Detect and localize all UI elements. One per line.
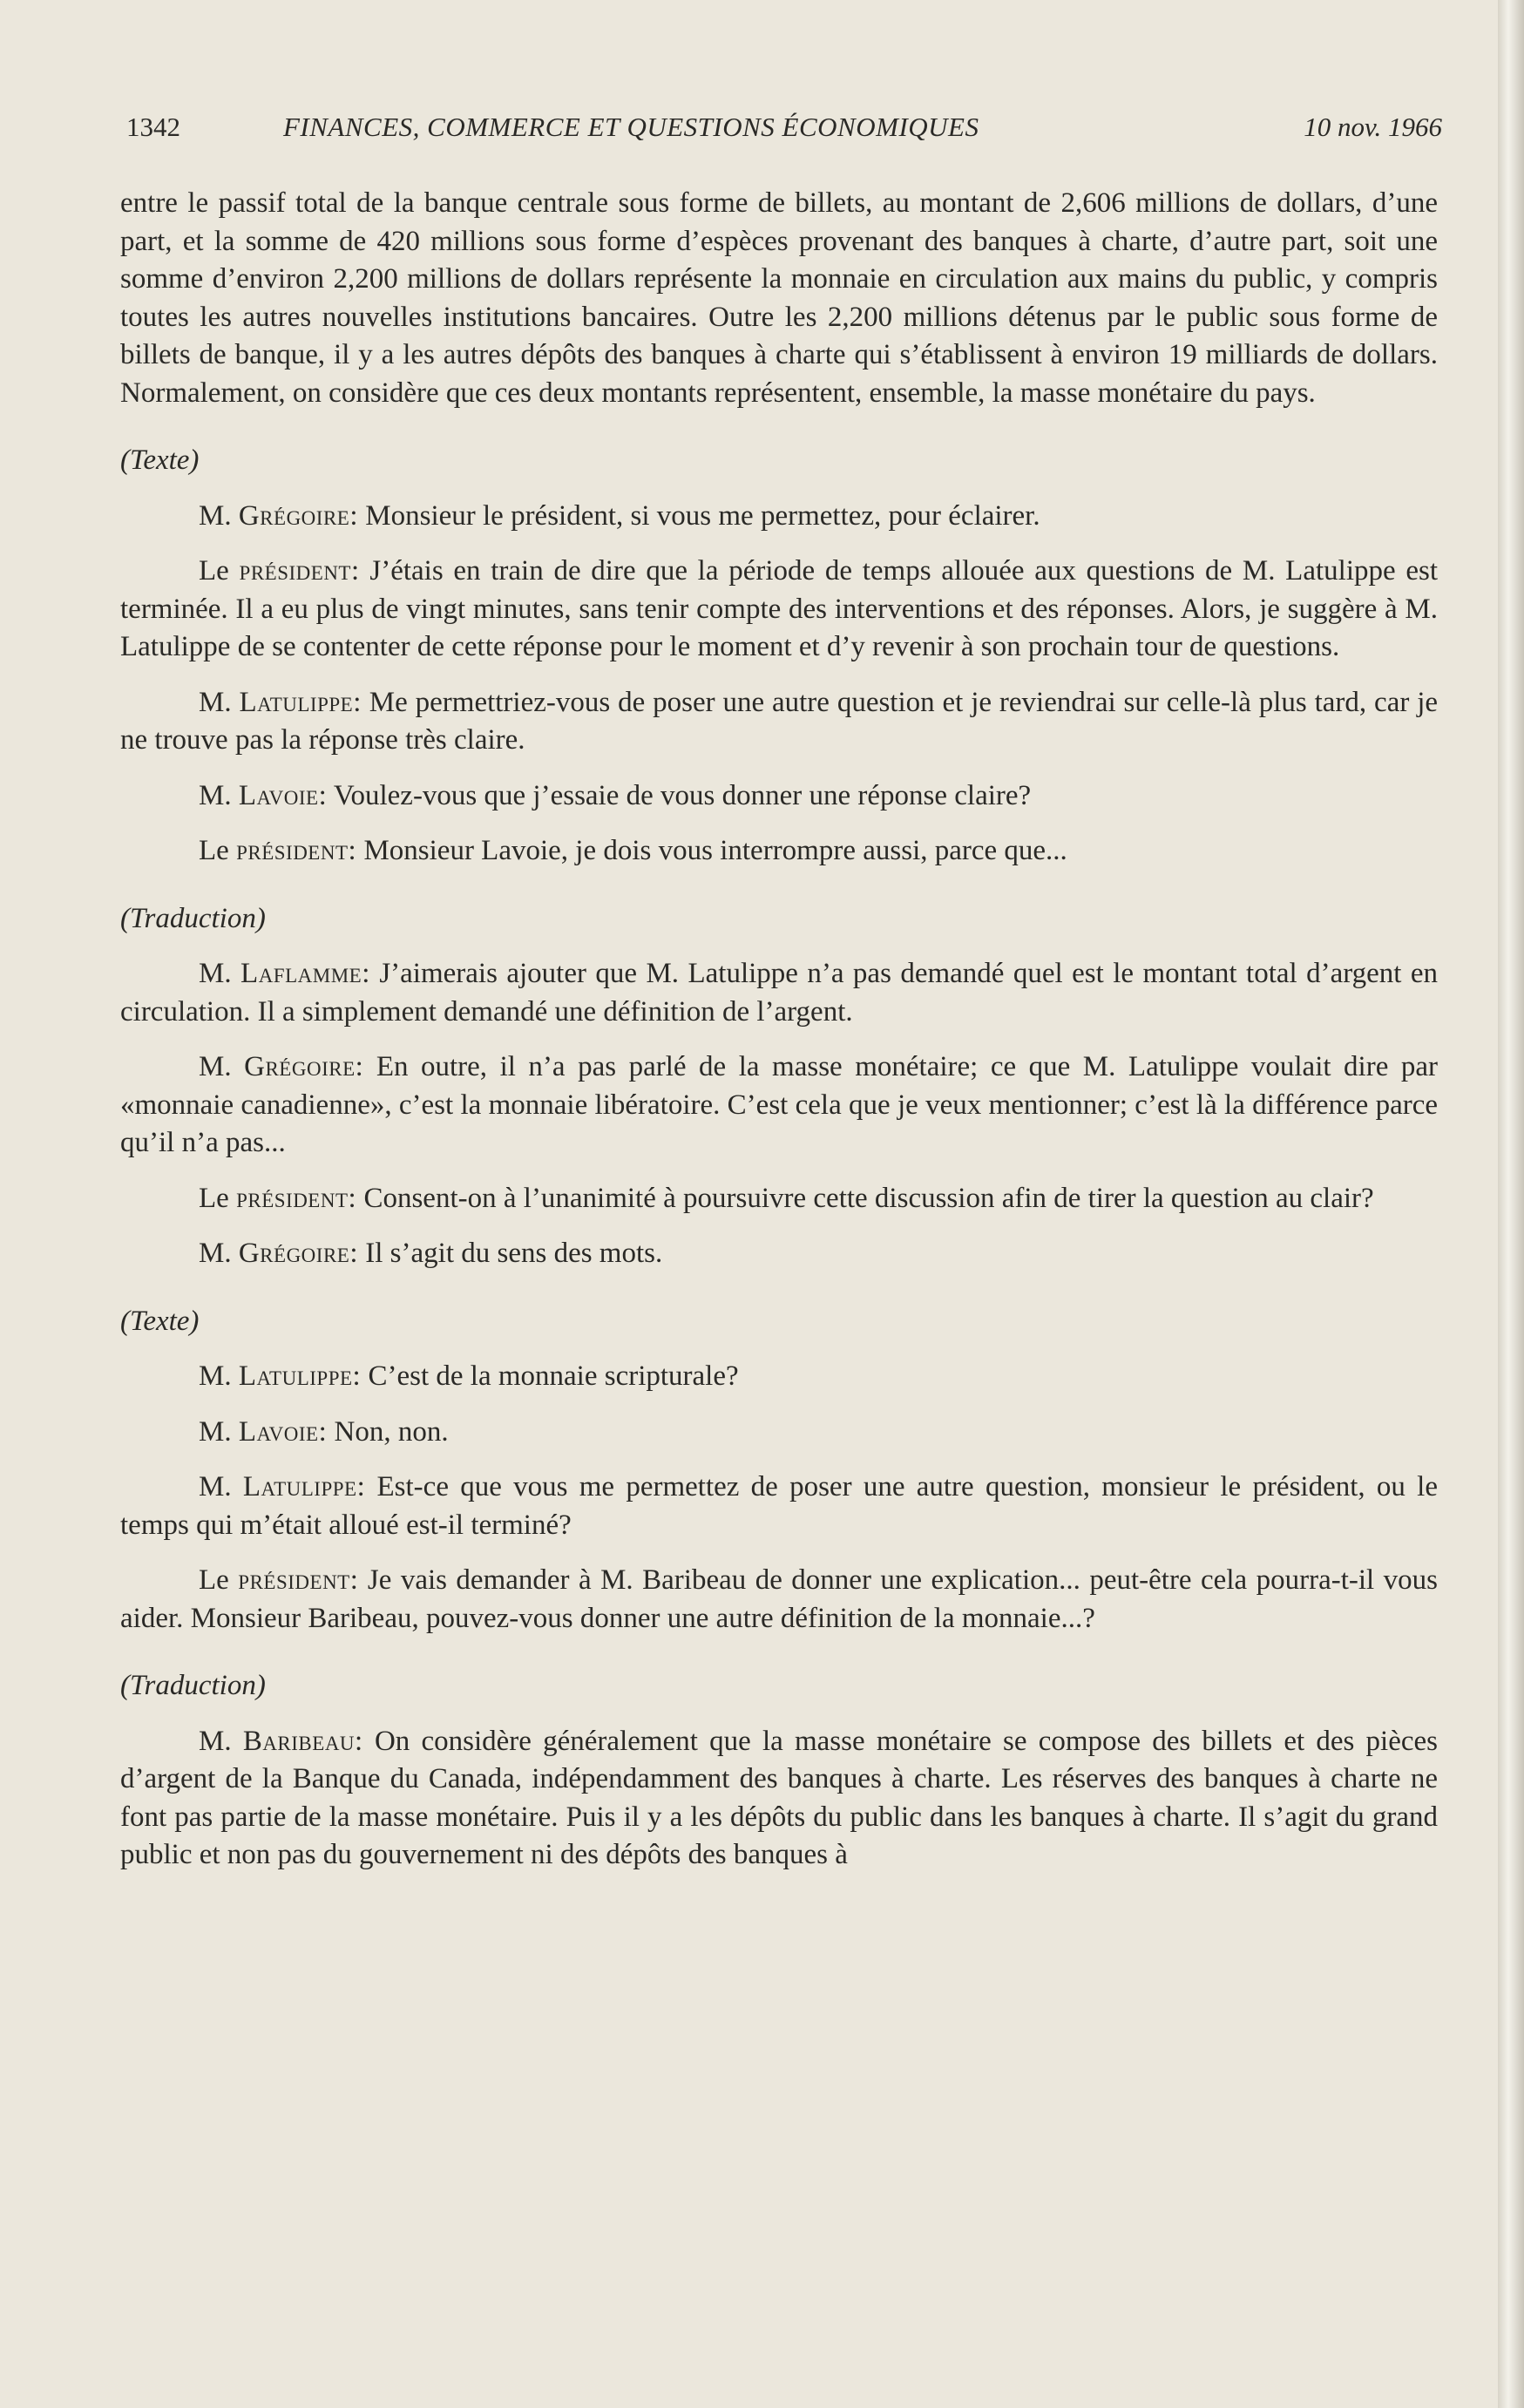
section-label: (Texte) bbox=[120, 444, 200, 476]
speaker-title: M. bbox=[199, 499, 232, 532]
page-number: 1342 bbox=[126, 112, 180, 142]
speaker-title: M. bbox=[199, 1415, 232, 1448]
speaker-title: M. bbox=[199, 1051, 232, 1082]
speech-text: J’aimerais ajouter que M. Latulippe n’a pas demandé quel est le montant total d’argent en circulation. Il a simplement demandé une définition de l’argent. bbox=[120, 958, 1439, 1028]
speaker-title: M. bbox=[199, 958, 232, 989]
speech-paragraph bbox=[120, 684, 1438, 760]
speaker-title: M. bbox=[199, 1725, 232, 1757]
page-edge bbox=[1498, 0, 1524, 2408]
speech-paragraph bbox=[120, 1048, 1438, 1163]
speech-text: Me permettriez-vous de poser une autre question et je reviendrai sur celle-là plus tard, car je ne trouve pas la réponse très claire. bbox=[120, 686, 1439, 756]
section-label: (Traduction) bbox=[120, 1670, 266, 1701]
speaker-name: Grégoire: bbox=[238, 1238, 359, 1269]
speech-paragraph bbox=[120, 1469, 1438, 1544]
speaker-title: M. bbox=[199, 779, 232, 811]
body-paragraph: entre le passif total de la banque centrale sous forme de billets, au montant de 2,606 millions de dollars, d’une part, et la somme de 420 millions sous forme d’espèces provenant des banques à charte, d’autre part, soit une somme d’environ 2,200 millions de dollars représente la monnaie en circulation aux mains du public, y compris toutes les autres nouvelles institutions bancaires. Outre les 2,200 millions détenus par le public sous forme de billets de banque, il y a les autres dépôts des banques à charte qui s’établissent à environ 19 milliards de dollars. Normalement, on considère que ces deux montants représentent, ensemble, la masse monétaire du pays. bbox=[120, 187, 1438, 409]
speech-paragraph bbox=[120, 553, 1438, 667]
speaker-title: M. bbox=[199, 1238, 232, 1269]
speaker-title: M. bbox=[199, 686, 232, 718]
speaker-title: M. bbox=[199, 1471, 232, 1502]
speech-paragraph bbox=[120, 1562, 1438, 1638]
speech-paragraph bbox=[120, 832, 1438, 871]
speech-text: J’étais en train de dire que la période de temps allouée aux questions de M. Latulippe est terminée. Il a eu plus de vingt minutes, sans tenir compte des interventions et des réponses. Alors, je suggère à M. Latulippe de se contenter de cette réponse pour le moment et d’y revenir à son prochain tour de questions. bbox=[120, 555, 1439, 662]
speech-text: Monsieur le président, si vous me permettez, pour éclairer. bbox=[365, 499, 1040, 532]
section-label: (Texte) bbox=[120, 1305, 200, 1337]
speech-paragraph bbox=[120, 955, 1438, 1031]
speech-text: Non, non. bbox=[334, 1415, 449, 1448]
speaker-name: Latulippe: bbox=[238, 1360, 362, 1392]
speech-text: On considère généralement que la masse monétaire se compose des billets et des pièces d’argent de la Banque du Canada, indépendamment des banques à charte. Les réserves des banques à charte ne font pas partie de la masse monétaire. Puis il y a les dépôts du public dans les banques à charte. Il s’agit du grand public et non pas du gouvernement ni des dépôts des banques à bbox=[120, 1725, 1439, 1870]
running-header bbox=[126, 112, 1442, 146]
speech-text: Est-ce que vous me permettez de poser une autre question, monsieur le président, ou le temps qui m’était alloué est-il terminé? bbox=[120, 1471, 1438, 1541]
speaker-name: Grégoire: bbox=[238, 499, 359, 532]
header-date: 10 nov. 1966 bbox=[1304, 112, 1442, 142]
speaker-name: président: bbox=[239, 555, 360, 587]
speaker-name: Laflamme: bbox=[240, 958, 370, 989]
speech-paragraph bbox=[120, 1414, 1438, 1452]
speech-text: Consent-on à l’unanimité à poursuivre cette discussion afin de tirer la question au clair? bbox=[363, 1182, 1374, 1214]
speaker-title: M. bbox=[199, 1360, 232, 1392]
speech-paragraph bbox=[120, 1235, 1438, 1273]
speech-text: Il s’agit du sens des mots. bbox=[365, 1238, 663, 1269]
speech-text: Monsieur Lavoie, je dois vous interrompre aussi, parce que... bbox=[363, 835, 1067, 866]
speaker-title: Le bbox=[199, 555, 229, 587]
speaker-title: Le bbox=[199, 1182, 229, 1214]
speaker-name: président: bbox=[236, 1182, 357, 1214]
speaker-title: Le bbox=[199, 1564, 229, 1596]
speaker-name: Latulippe: bbox=[242, 1471, 366, 1502]
speaker-name: président: bbox=[238, 1564, 359, 1596]
speech-text: Je vais demander à M. Baribeau de donner une explication... peut-être cela pourra-t-il vous aider. Monsieur Baribeau, pouvez-vous donner une autre définition de la monnaie...? bbox=[120, 1564, 1439, 1634]
speech-paragraph bbox=[120, 498, 1438, 536]
speaker-name: Grégoire: bbox=[244, 1051, 364, 1082]
speaker-name: président: bbox=[236, 835, 357, 866]
speech-text: C’est de la monnaie scripturale? bbox=[368, 1360, 739, 1392]
speech-paragraph bbox=[120, 1180, 1438, 1218]
speaker-name: Lavoie: bbox=[238, 779, 328, 811]
header-title: FINANCES, COMMERCE ET QUESTIONS ÉCONOMIQUES bbox=[283, 112, 979, 142]
speech-paragraph bbox=[120, 1723, 1438, 1875]
speaker-name: Latulippe: bbox=[239, 686, 362, 718]
speaker-title: Le bbox=[199, 835, 229, 866]
speaker-name: Baribeau: bbox=[242, 1725, 363, 1757]
speech-text: En outre, il n’a pas parlé de la masse monétaire; ce que M. Latulippe voulait dire par «monnaie canadienne», c’est la monnaie libératoire. C’est cela que je veux mentionner; c’est là la différence parce qu’il n’a pas... bbox=[120, 1051, 1439, 1158]
speech-paragraph bbox=[120, 777, 1438, 816]
section-label: (Traduction) bbox=[120, 902, 266, 934]
document-body bbox=[120, 185, 1438, 1892]
speech-paragraph bbox=[120, 1358, 1438, 1396]
speaker-name: Lavoie: bbox=[238, 1415, 328, 1448]
speech-text: Voulez-vous que j’essaie de vous donner une réponse claire? bbox=[333, 779, 1032, 811]
